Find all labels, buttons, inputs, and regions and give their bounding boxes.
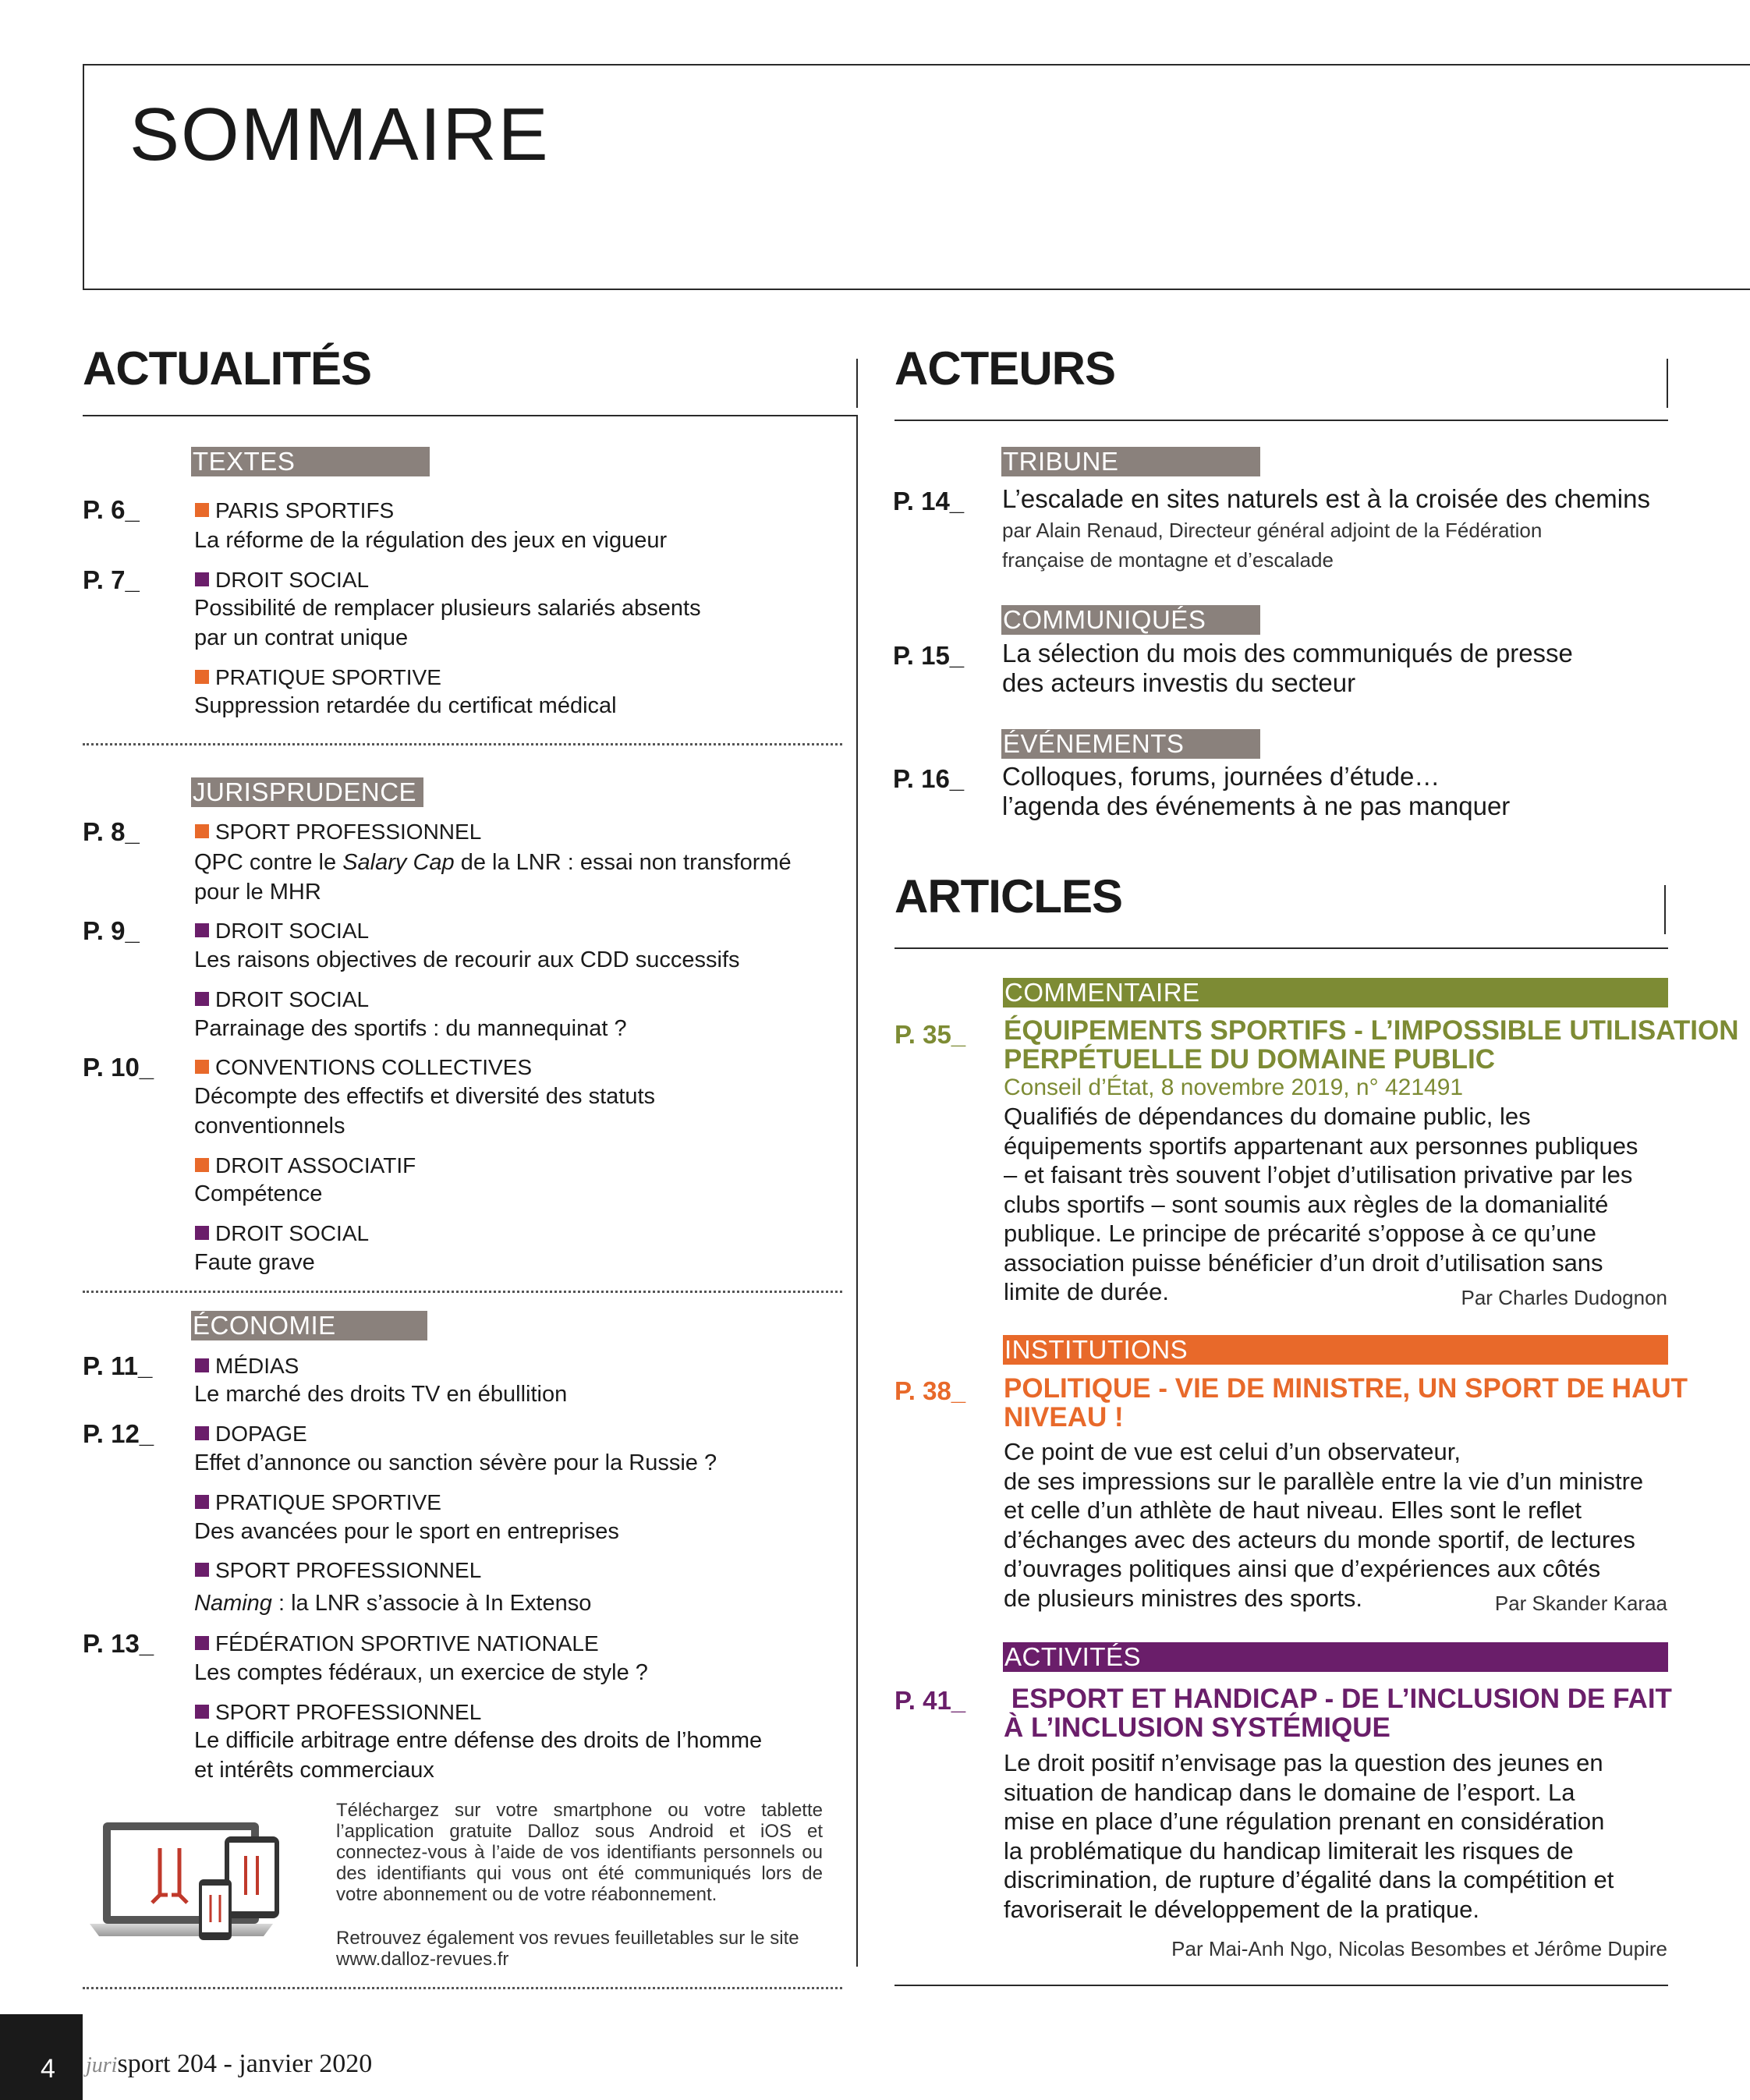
tag-evenements: ÉVÉNEMENTS: [1001, 729, 1260, 759]
tag-communiques: COMMUNIQUÉS: [1001, 605, 1260, 635]
category-marker: [195, 572, 209, 586]
entry-title: Décompte des effectifs et diversité des statuts: [194, 1084, 656, 1109]
article-subtitle: Conseil d’État, 8 novembre 2019, n° 421491: [1004, 1075, 1464, 1100]
article-byline: Par Skander Karaa: [1494, 1592, 1667, 1615]
page-number: 4: [41, 2054, 55, 2084]
page-ref: P. 15_: [893, 641, 965, 670]
entry-title: Le difficile arbitrage entre défense des droits de l’homme: [194, 1728, 763, 1753]
category-label: PARIS SPORTIFS: [195, 500, 394, 522]
footer-publication: jurisport 204 - janvier 2020: [86, 2049, 373, 2078]
article-summary: Le droit positif n’envisage pas la question des jeunes en situation de handicap dans le domaine de l’esport. La mise en place d’une régulation prenant en considération la problématique du handicap limiterait les risques de discrimination, de rupture d’égalité dans la compétition et favoriserait le développement de la pratique.: [1004, 1749, 1614, 1923]
tag-tribune: TRIBUNE: [1001, 447, 1260, 476]
article-byline: Par Charles Dudognon: [1461, 1286, 1667, 1309]
entry-subtitle: par Alain Renaud, Directeur général adjoint de la Fédération: [1002, 519, 1543, 542]
section-underline: [894, 947, 1668, 949]
page-ref: P. 14_: [893, 487, 965, 515]
section-bottom-line: [894, 1985, 1668, 1986]
dotted-separator: [83, 1987, 842, 1989]
entry-title: Suppression retardée du certificat médical: [194, 693, 617, 718]
page-ref: P. 10_: [83, 1053, 154, 1082]
section-divider: [1664, 885, 1666, 934]
category-label: DROIT SOCIAL: [195, 569, 369, 591]
entry-title: La sélection du mois des communiqués de presse: [1002, 639, 1573, 668]
page-ref: P. 35_: [894, 1020, 966, 1049]
article-title: POLITIQUE - VIE DE MINISTRE, UN SPORT DE HAUT: [1004, 1373, 1688, 1404]
article-title: À L’INCLUSION SYSTÉMIQUE: [1004, 1712, 1390, 1743]
entry-title: Les raisons objectives de recourir aux CDD successifs: [194, 947, 740, 972]
page-ref: P. 38_: [894, 1376, 966, 1405]
page-title: SOMMAIRE: [129, 93, 550, 176]
tag-jurisprudence: JURISPRUDENCE: [191, 777, 423, 807]
category-label: SPORT PROFESSIONNEL: [195, 821, 481, 843]
entry-title: l’agenda des événements à ne pas manquer: [1002, 791, 1511, 820]
category-label: PRATIQUE SPORTIVE: [195, 1492, 441, 1514]
section-divider: [856, 359, 858, 408]
article-title: PERPÉTUELLE DU DOMAINE PUBLIC: [1004, 1044, 1496, 1075]
category-label: DROIT SOCIAL: [195, 1223, 369, 1245]
category-marker: [195, 670, 209, 684]
entry-title: des acteurs investis du secteur: [1002, 668, 1356, 697]
page-ref: P. 16_: [893, 764, 965, 793]
entry-title: Le marché des droits TV en ébullition: [194, 1382, 568, 1407]
tag-activites: ACTIVITÉS: [1003, 1642, 1668, 1672]
category-marker: [195, 1060, 209, 1074]
category-marker: [195, 1636, 209, 1650]
category-label: SPORT PROFESSIONNEL: [195, 1702, 481, 1723]
page-ref: P. 7_: [83, 565, 140, 594]
article-summary: Ce point de vue est celui d’un observateur, de ses impressions sur le parallèle entre la vie d’un ministre et celle d’un athlète de haut niveau. Elles sont le reflet d’échanges avec des acteurs du monde sportif, de lectures d’ouvrages politiques ainsi que d’expériences aux côtés de plusieurs ministres des sports.: [1004, 1438, 1644, 1612]
app-promo-text: Téléchargez sur votre smartphone ou votre tablette l’application gratuite Dalloz sous Android et iOS et connectez-vous à l’aide de vos identifiants personnels ou des identifiants qui vous ont été communiqués lors de votre abonnement ou de votre réabonnement.: [336, 1800, 823, 1905]
category-marker: [195, 503, 209, 517]
page-ref: P. 8_: [83, 817, 140, 846]
category-marker: [195, 1226, 209, 1240]
entry-title: Des avancées pour le sport en entreprises: [194, 1519, 619, 1544]
section-heading-actualites: ACTUALITÉS: [83, 342, 371, 395]
entry-title: conventionnels: [194, 1114, 345, 1139]
app-promo-text: Retrouvez également vos revues feuilletables sur le site: [336, 1928, 799, 1949]
page-ref: P. 41_: [894, 1686, 966, 1715]
category-label: PRATIQUE SPORTIVE: [195, 667, 441, 689]
section-underline: [83, 415, 858, 416]
category-marker: [195, 824, 209, 838]
category-marker: [195, 992, 209, 1006]
category-label: SPORT PROFESSIONNEL: [195, 1560, 481, 1581]
category-marker: [195, 1705, 209, 1719]
category-label: DOPAGE: [195, 1423, 307, 1445]
entry-title: Effet d’annonce ou sanction sévère pour la Russie ?: [194, 1450, 717, 1475]
column-divider: [856, 415, 858, 1967]
category-label: DROIT ASSOCIATIF: [195, 1155, 416, 1177]
article-byline: Par Mai-Anh Ngo, Nicolas Besombes et Jérôme Dupire: [1171, 1937, 1667, 1960]
page-ref: P. 12_: [83, 1419, 154, 1448]
category-marker: [195, 1358, 209, 1372]
entry-title: Colloques, forums, journées d’étude…: [1002, 762, 1440, 791]
tag-commentaire: COMMENTAIRE: [1003, 978, 1668, 1008]
category-label: CONVENTIONS COLLECTIVES: [195, 1057, 532, 1078]
dotted-separator: [83, 1291, 842, 1293]
section-underline: [894, 420, 1668, 421]
category-label: FÉDÉRATION SPORTIVE NATIONALE: [195, 1633, 599, 1655]
tag-institutions: INSTITUTIONS: [1003, 1335, 1668, 1365]
category-marker: [195, 1158, 209, 1172]
tag-textes: TEXTES: [191, 447, 430, 476]
category-label: DROIT SOCIAL: [195, 920, 369, 942]
entry-title: QPC contre le Salary Cap de la LNR : essai non transformé: [194, 850, 792, 875]
section-heading-acteurs: ACTEURS: [894, 342, 1116, 395]
entry-subtitle: française de montagne et d’escalade: [1002, 548, 1334, 572]
entry-title: Naming : la LNR s’associe à In Extenso: [194, 1591, 592, 1616]
page-ref: P. 9_: [83, 916, 140, 945]
section-heading-articles: ARTICLES: [894, 870, 1122, 923]
article-title: ÉQUIPEMENTS SPORTIFS - L’IMPOSSIBLE UTILISATION: [1004, 1015, 1739, 1046]
section-divider: [1667, 359, 1668, 408]
app-promo-link[interactable]: www.dalloz-revues.fr: [336, 1949, 509, 1970]
dotted-separator: [83, 743, 842, 745]
entry-title: par un contrat unique: [194, 625, 409, 650]
entry-title: pour le MHR: [194, 880, 321, 905]
page-ref: P. 6_: [83, 495, 140, 524]
devices-illustration: [86, 1813, 296, 1953]
category-marker: [195, 1495, 209, 1509]
entry-title: Faute grave: [194, 1250, 315, 1275]
article-title: ESPORT ET HANDICAP - DE L’INCLUSION DE FAIT: [1004, 1684, 1672, 1714]
entry-title: Possibilité de remplacer plusieurs salariés absents: [194, 596, 701, 621]
entry-title: Les comptes fédéraux, un exercice de style ?: [194, 1660, 648, 1685]
page-ref: P. 13_: [83, 1629, 154, 1658]
article-title: NIVEAU !: [1004, 1402, 1124, 1432]
category-marker: [195, 1563, 209, 1577]
entry-title: L’escalade en sites naturels est à la croisée des chemins: [1002, 484, 1650, 513]
entry-title: Compétence: [194, 1181, 323, 1206]
entry-title: Parrainage des sportifs : du mannequinat ?: [194, 1016, 627, 1041]
entry-title: et intérêts commerciaux: [194, 1758, 434, 1783]
devices-icon: [86, 1813, 296, 1953]
page-ref: P. 11_: [83, 1351, 153, 1380]
article-summary: Qualifiés de dépendances du domaine public, les équipements sportifs appartenant aux personnes publiques – et faisant très souvent l’objet d’utilisation privative par les clubs sportifs – sont soumis aux règles de la domanialité publique. Le principe de précarité s’oppose à ce qu’une association puisse bénéficier d’un droit d’utilisation sans limite de durée.: [1004, 1103, 1638, 1305]
entry-title: La réforme de la régulation des jeux en vigueur: [194, 528, 668, 553]
tag-economie: ÉCONOMIE: [191, 1311, 427, 1340]
category-label: DROIT SOCIAL: [195, 989, 369, 1011]
category-label: MÉDIAS: [195, 1355, 299, 1377]
category-marker: [195, 923, 209, 937]
category-marker: [195, 1426, 209, 1440]
